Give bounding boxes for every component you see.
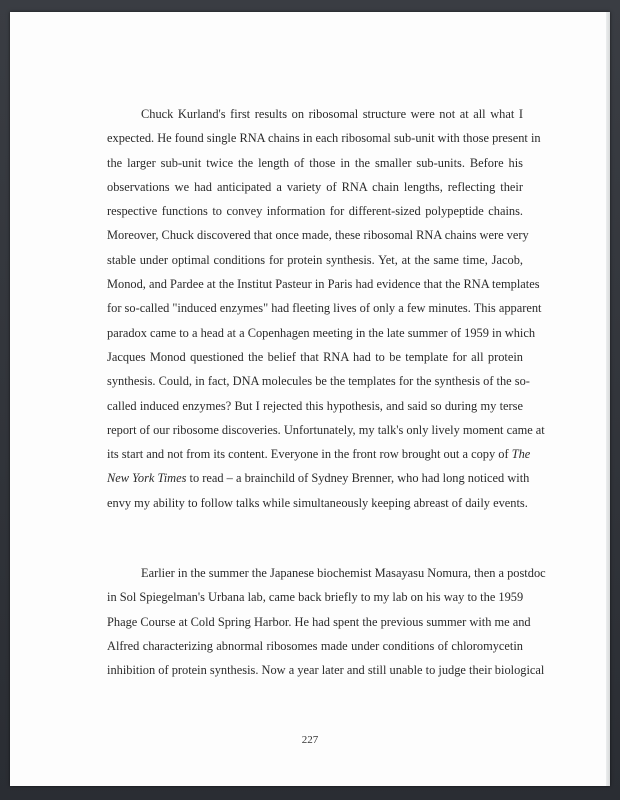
text-line: the larger sub-unit twice the length of those in the smaller sub-units. Before his	[107, 155, 523, 170]
text-line: inhibition of protein synthesis. Now a year later and still unable to judge their biological	[107, 663, 545, 678]
text-line: Earlier in the summer the Japanese biochemist Masayasu Nomura, then a postdoc	[141, 566, 546, 580]
text-line: Jacques Monod questioned the belief that RNA had to be template for all protein	[107, 349, 523, 364]
text-line	[107, 442, 531, 466]
text-line: synthesis. Could, in fact, DNA molecules be the templates for the synthesis of the so-	[107, 374, 530, 389]
text-line: Alfred characterizing abnormal ribosomes made under conditions of chloromycetin	[107, 638, 523, 653]
text-line	[107, 466, 530, 490]
text-line: Monod, and Pardee at the Institut Pasteur in Paris had evidence that the RNA templates	[107, 277, 540, 292]
document-page	[10, 12, 610, 786]
paragraph-1	[107, 102, 545, 515]
italic-the: The	[511, 447, 531, 462]
text-line: for so-called "induced enzymes" had fleeting lives of only a few minutes. This apparent	[107, 301, 542, 316]
text-line: Phage Course at Cold Spring Harbor. He had spent the previous summer with me and	[107, 614, 531, 629]
text-line: in Sol Spiegelman's Urbana lab, came back briefly to my lab on his way to the 1959	[107, 590, 524, 605]
text-line: expected. He found single RNA chains in each ribosomal sub-unit with those present in	[107, 131, 541, 146]
text-line: observations we had anticipated a variety of RNA chain lengths, reflecting their	[107, 179, 523, 194]
text-line: called induced enzymes? But I rejected this hypothesis, and said so during my terse	[107, 398, 523, 413]
page-edge	[606, 12, 610, 786]
text-line: envy my ability to follow talks while simultaneously keeping abreast of daily events.	[107, 495, 528, 510]
text-line-content: its start and not from its content. Everyone in the front row brought out a copy of	[107, 447, 509, 462]
text-line: report of our ribosome discoveries. Unfortunately, my talk's only lively moment came at	[107, 422, 545, 437]
text-line: stable under optimal conditions for protein synthesis. Yet, at the same time, Jacob,	[107, 252, 523, 267]
text-line: Moreover, Chuck discovered that once made, these ribosomal RNA chains were very	[107, 228, 529, 243]
paragraph-2	[107, 561, 546, 682]
page-number: 227	[301, 734, 319, 746]
text-line: respective functions to convey information for different-sized polypeptide chains.	[107, 204, 523, 219]
text-line: Chuck Kurland's first results on ribosomal structure were not at all what I	[141, 107, 523, 121]
text-line: paradox came to a head at a Copenhagen meeting in the late summer of 1959 in which	[107, 325, 536, 340]
newspaper-title: New York Times	[107, 471, 187, 486]
text-line-content: to read – a brainchild of Sydney Brenner, who had long noticed with	[189, 471, 530, 486]
